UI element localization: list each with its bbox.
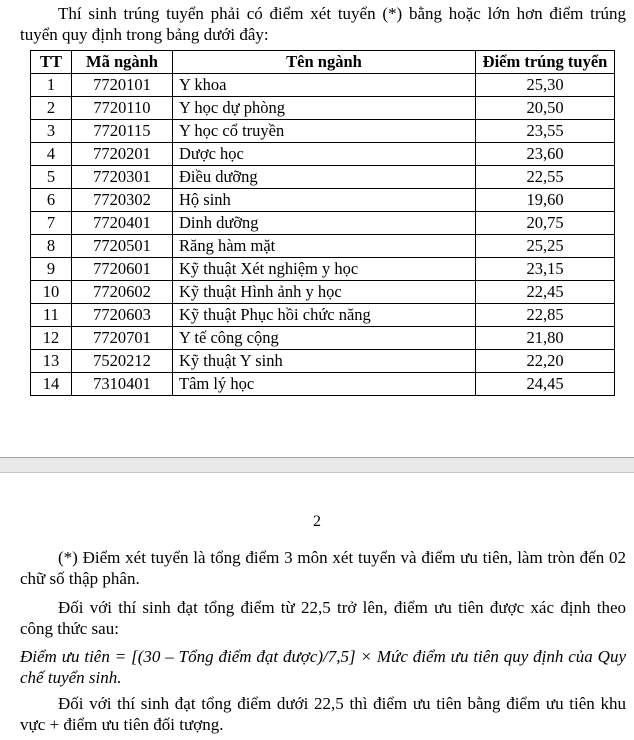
note-paragraph (20, 547, 626, 589)
table-row (31, 189, 615, 212)
row-admission-score: 23,60 (476, 143, 615, 166)
row-major-code: 7720301 (72, 166, 173, 189)
row-major-name: Y học dự phòng (173, 97, 476, 120)
row-major-name: Tâm lý học (173, 373, 476, 396)
row-major-name: Y tế công cộng (173, 327, 476, 350)
table-row (31, 373, 615, 396)
table-row (31, 304, 615, 327)
row-admission-score: 21,80 (476, 327, 615, 350)
row-major-name: Y học cổ truyền (173, 120, 476, 143)
row-major-code: 7720115 (72, 120, 173, 143)
row-major-name: Kỹ thuật Xét nghiệm y học (173, 258, 476, 281)
row-admission-score: 22,20 (476, 350, 615, 373)
row-major-name: Dược học (173, 143, 476, 166)
row-major-name: Y khoa (173, 74, 476, 97)
row-major-code: 7720401 (72, 212, 173, 235)
table-row (31, 97, 615, 120)
header-major-name: Tên ngành (173, 51, 476, 74)
row-admission-score: 19,60 (476, 189, 615, 212)
row-admission-score: 20,50 (476, 97, 615, 120)
table-header-row (31, 51, 615, 74)
row-major-name: Kỹ thuật Phục hồi chức năng (173, 304, 476, 327)
row-tt: 4 (31, 143, 72, 166)
row-major-code: 7310401 (72, 373, 173, 396)
table-row (31, 258, 615, 281)
row-admission-score: 23,15 (476, 258, 615, 281)
row-major-code: 7720302 (72, 189, 173, 212)
page-number: 2 (313, 513, 321, 530)
low-score-paragraph (20, 693, 626, 735)
table-row (31, 120, 615, 143)
table-row (31, 281, 615, 304)
table-row (31, 350, 615, 373)
header-admission-score: Điểm trúng tuyển (476, 51, 615, 74)
row-major-code: 7720110 (72, 97, 173, 120)
admission-scores-table (30, 50, 615, 396)
row-tt: 11 (31, 304, 72, 327)
row-major-code: 7720602 (72, 281, 173, 304)
row-major-code: 7720201 (72, 143, 173, 166)
row-admission-score: 24,45 (476, 373, 615, 396)
table-row (31, 166, 615, 189)
row-admission-score: 20,75 (476, 212, 615, 235)
row-major-name: Hộ sinh (173, 189, 476, 212)
row-major-code: 7720701 (72, 327, 173, 350)
formula-paragraph (20, 646, 626, 688)
row-tt: 10 (31, 281, 72, 304)
row-admission-score: 23,55 (476, 120, 615, 143)
row-admission-score: 22,55 (476, 166, 615, 189)
row-tt: 5 (31, 166, 72, 189)
row-admission-score: 25,30 (476, 74, 615, 97)
intro-text: Thí sinh trúng tuyển phải có điểm xét tuyển (*) bằng hoặc lớn hơn điểm trúng tuyển quy định trong bảng dưới đây: (20, 4, 626, 44)
row-tt: 9 (31, 258, 72, 281)
row-major-name: Kỹ thuật Hình ảnh y học (173, 281, 476, 304)
low-score-text: Đối với thí sinh đạt tổng điểm dưới 22,5 thì điểm ưu tiên bằng điểm ưu tiên khu vực + điểm ưu tiên đối tượng. (20, 694, 626, 734)
header-tt: TT (31, 51, 72, 74)
row-tt: 1 (31, 74, 72, 97)
row-admission-score: 25,25 (476, 235, 615, 258)
table-body (31, 74, 615, 396)
row-major-name: Dinh dưỡng (173, 212, 476, 235)
table-row (31, 74, 615, 97)
row-tt: 7 (31, 212, 72, 235)
formula-text: Điểm ưu tiên = [(30 – Tổng điểm đạt được)/7,5] × Mức điểm ưu tiên quy định của Quy chế tuyển sinh. (20, 647, 626, 687)
page-break (0, 457, 634, 473)
row-tt: 3 (31, 120, 72, 143)
table-row (31, 327, 615, 350)
row-tt: 8 (31, 235, 72, 258)
priority-intro-paragraph (20, 597, 626, 639)
row-major-name: Điều dưỡng (173, 166, 476, 189)
row-major-code: 7720601 (72, 258, 173, 281)
table-row (31, 143, 615, 166)
priority-intro-text: Đối với thí sinh đạt tổng điểm từ 22,5 trở lên, điểm ưu tiên được xác định theo công thức sau: (20, 598, 626, 638)
row-major-code: 7720603 (72, 304, 173, 327)
row-major-code: 7720501 (72, 235, 173, 258)
intro-paragraph (20, 3, 626, 45)
row-major-name: Răng hàm mặt (173, 235, 476, 258)
header-major-code: Mã ngành (72, 51, 173, 74)
row-tt: 14 (31, 373, 72, 396)
row-tt: 12 (31, 327, 72, 350)
table-row (31, 235, 615, 258)
row-tt: 6 (31, 189, 72, 212)
row-admission-score: 22,45 (476, 281, 615, 304)
row-major-name: Kỹ thuật Y sinh (173, 350, 476, 373)
table-row (31, 212, 615, 235)
row-tt: 13 (31, 350, 72, 373)
row-admission-score: 22,85 (476, 304, 615, 327)
note-text: (*) Điểm xét tuyển là tổng điểm 3 môn xét tuyển và điểm ưu tiên, làm tròn đến 02 chữ số thập phân. (20, 548, 626, 588)
row-major-code: 7520212 (72, 350, 173, 373)
row-major-code: 7720101 (72, 74, 173, 97)
row-tt: 2 (31, 97, 72, 120)
